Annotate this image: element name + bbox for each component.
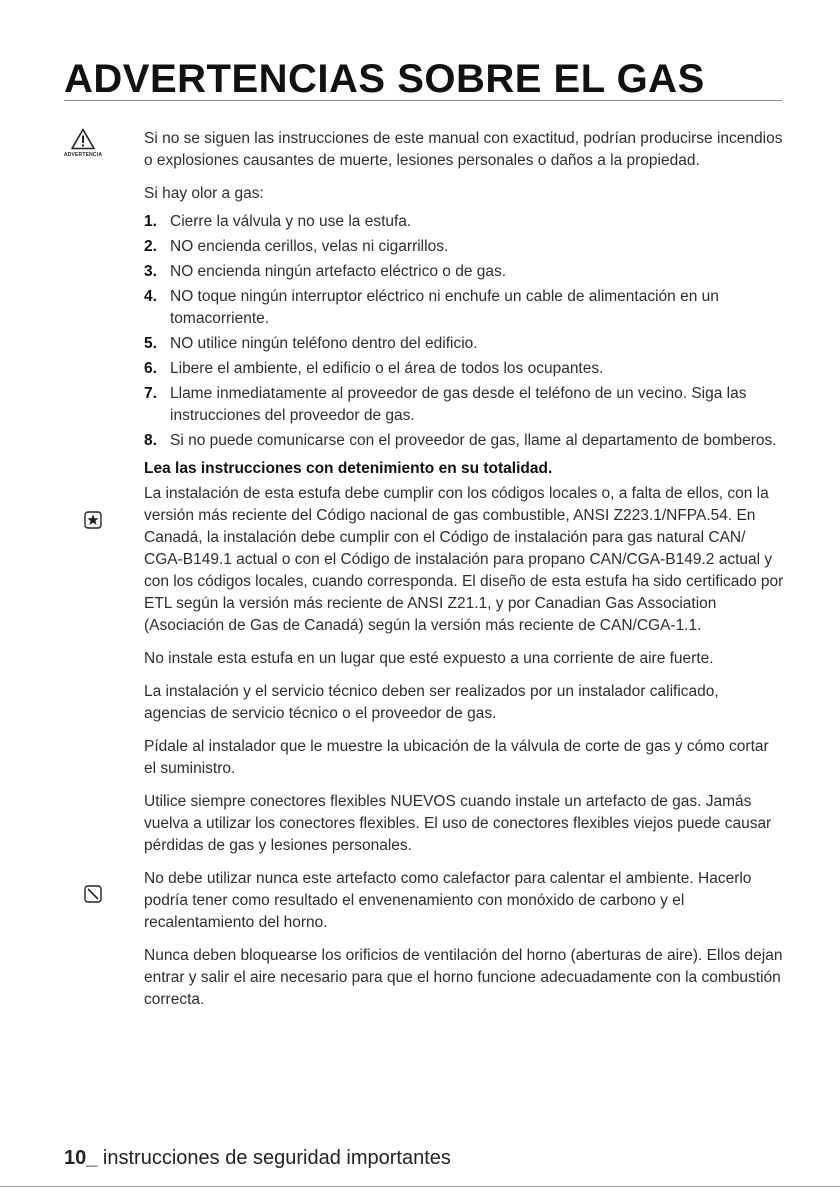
step-text: Llame inmediatamente al proveedor de gas desde el teléfono de un vecino. Siga las instrucciones del proveedor de gas.: [170, 385, 747, 424]
step-number: 2.: [144, 238, 157, 255]
list-item: [144, 333, 784, 355]
step-number: 5.: [144, 335, 157, 352]
step-text: Si no puede comunicarse con el proveedor de gas, llame al departamento de bomberos.: [170, 432, 777, 449]
list-item: [144, 383, 784, 427]
oven-vents-paragraph: Nunca deben bloquearse los orificios de ventilación del horno (aberturas de aire). Ellos dejan entrar y salir el aire necesario para que el horno funcione adecuadamente con la combustión correcta.: [144, 947, 783, 1008]
read-instructions-notice: Lea las instrucciones con detenimiento en su totalidad.: [144, 460, 553, 477]
list-item: [144, 358, 784, 380]
step-text: NO toque ningún interruptor eléctrico ni enchufe un cable de alimentación en un tomacorriente.: [170, 288, 719, 327]
shutoff-valve-paragraph: Pídale al instalador que le muestre la ubicación de la válvula de corte de gas y cómo cortar el suministro.: [144, 738, 769, 777]
list-item: [144, 286, 784, 330]
step-number: 7.: [144, 385, 157, 402]
main-content: [144, 128, 784, 1022]
step-number: 4.: [144, 288, 157, 305]
flexible-connectors-paragraph: Utilice siempre conectores flexibles NUEVOS cuando instale un artefacto de gas. Jamás vuelva a utilizar los conectores flexibles. El uso de conectores flexibles viejos puede causar pérdidas de gas y lesiones personales.: [144, 793, 772, 854]
warning-icon-caption: ADVERTENCIA: [63, 152, 103, 158]
warning-icon-block: [62, 128, 104, 168]
step-text: Cierre la válvula y no use la estufa.: [170, 213, 412, 230]
star-note-icon: [84, 511, 102, 529]
gas-steps-list: [144, 211, 784, 452]
no-wind-paragraph: No instale esta estufa en un lugar que esté expuesto a una corriente de aire fuerte.: [144, 650, 714, 667]
step-number: 3.: [144, 263, 157, 280]
installation-codes-paragraph: La instalación de esta estufa debe cumplir con los códigos locales o, a falta de ellos, con la versión más reciente del Código nacional de gas combustible, ANSI Z223.1/NFPA.54. En Canadá, la instalación debe cumplir con el Código de instalación para gas natural CAN/ CGA-B149.1 actual o con el Código de instalación para propano CAN/CGA-B149.2 actual y con los códigos locales, cuando corresponda. El diseño de esta estufa ha sido certificado por ETL según la versión más reciente de ANSI Z21.1, y por Canadian Gas Association (Asociación de Gas de Canadá) según la versión más reciente de CAN/CGA-1.1.: [144, 485, 784, 634]
list-item: [144, 430, 784, 452]
title-divider: [64, 100, 782, 101]
prohibited-icon: [84, 885, 102, 903]
page-title: ADVERTENCIAS SOBRE EL GAS: [64, 57, 705, 101]
warning-triangle-icon: [71, 128, 95, 150]
list-item: [144, 236, 784, 258]
step-text: NO utilice ningún teléfono dentro del edificio.: [170, 335, 478, 352]
page-number: 10_: [64, 1147, 98, 1169]
intro-warning: Si no se siguen las instrucciones de este manual con exactitud, podrían producirse incendios o explosiones causantes de muerte, lesiones personales o daños a la propiedad.: [144, 130, 783, 169]
step-number: 6.: [144, 360, 157, 377]
step-text: NO encienda cerillos, velas ni cigarrillos.: [170, 238, 449, 255]
no-space-heater-paragraph: No debe utilizar nunca este artefacto como calefactor para calentar el ambiente. Hacerlo podría tener como resultado el envenenamiento con monóxido de carbono y el recalentamiento del horno.: [144, 870, 752, 931]
step-number: 8.: [144, 432, 157, 449]
list-item: [144, 261, 784, 283]
step-text: Libere el ambiente, el edificio o el área de todos los ocupantes.: [170, 360, 604, 377]
gas-smell-heading: Si hay olor a gas:: [144, 185, 264, 202]
step-text: NO encienda ningún artefacto eléctrico o de gas.: [170, 263, 507, 280]
qualified-installer-paragraph: La instalación y el servicio técnico deben ser realizados por un instalador calificado, agencias de servicio técnico o el proveedor de gas.: [144, 683, 719, 722]
step-number: 1.: [144, 213, 157, 230]
page-footer: [64, 1144, 451, 1172]
bottom-divider: [0, 1186, 840, 1187]
footer-section-title: instrucciones de seguridad importantes: [97, 1147, 451, 1169]
list-item: [144, 211, 784, 233]
